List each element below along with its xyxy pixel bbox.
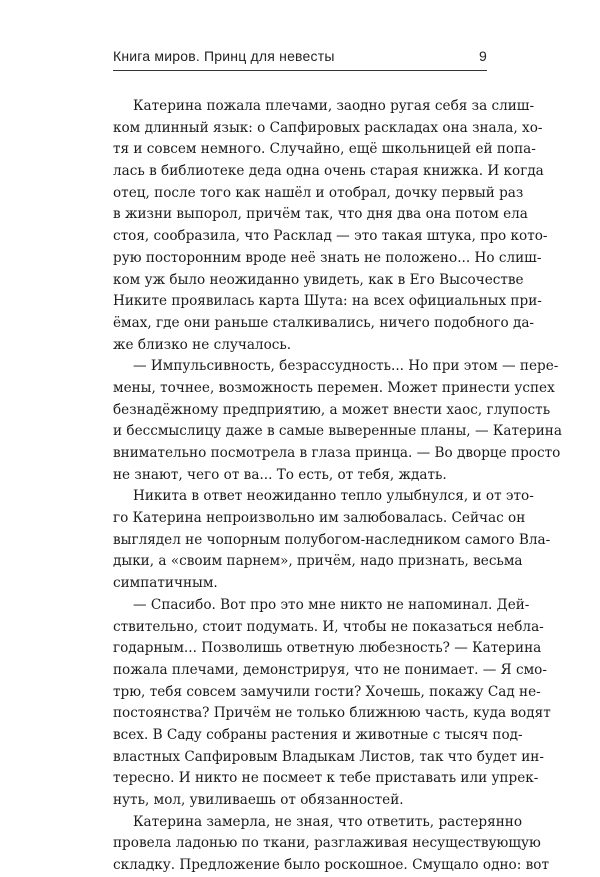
paragraph <box>113 96 548 356</box>
text-line: рую посторонним вроде неё знать не положено... Но слиш- <box>113 249 542 266</box>
paragraph <box>113 595 551 812</box>
paragraph <box>113 486 551 594</box>
text-line: стоя, сообразила, что Расклад — это такая штука, про кото- <box>113 228 548 245</box>
text-line: и бессмыслицу даже в самые выверенные планы, — Катерина <box>113 423 562 440</box>
text-line: в жизни выпорол, причём так, что дня два она потом ела <box>113 206 528 223</box>
text-line: не знают, чего от ва... То есть, от тебя, ждать. <box>113 466 447 483</box>
text-line: ком уж было неожиданно увидеть, как в Его Высочестве <box>113 271 524 288</box>
text-line: — Спасибо. Вот про это мне никто не напоминал. Дей- <box>133 596 530 613</box>
text-line: Никите проявилась карта Шута: на всех официальных при- <box>113 293 542 310</box>
text-line: же близко не случалось. <box>113 336 292 353</box>
text-line: мены, точнее, возможность перемен. Может принести успех <box>113 379 555 396</box>
text-line: — Импульсивность, безрассудность... Но при этом — пере- <box>133 358 559 375</box>
text-line: дыки, а «своим парнем», причём, надо признать, весьма <box>113 553 523 570</box>
text-line: складку. Предложение было роскошное. Смущало одно: вот <box>113 857 549 874</box>
text-line: выглядел не чопорным полубогом-наследником самого Вла- <box>113 531 551 548</box>
text-line: постоянства? Причём не только ближнюю часть, куда водят <box>113 705 551 722</box>
text-line: тя и совсем немного. Случайно, ещё школьницей ей попа- <box>113 141 536 158</box>
header-rule <box>113 70 487 71</box>
text-line: ком длинный язык: о Сапфировых раскладах она знала, хо- <box>113 119 543 136</box>
text-line: тересно. И никто не посмеет к тебе приставать или упрек- <box>113 770 539 787</box>
text-line: ёмах, где они раньше сталкивались, ничего подобного да- <box>113 314 535 331</box>
running-title: Книга миров. Принц для невесты <box>113 48 335 64</box>
text-line: лась в библиотеке деда одна очень старая книжка. И когда <box>113 163 544 180</box>
paragraph <box>113 356 562 486</box>
body-text <box>113 96 562 877</box>
text-line: Никита в ответ неожиданно тепло улыбнулся, и от это- <box>133 488 534 505</box>
text-line: всех. В Саду собраны растения и животные с тысяч под- <box>113 726 523 743</box>
running-head <box>113 45 487 67</box>
text-line: Катерина замерла, не зная, что ответить, растерянно <box>133 813 523 830</box>
text-line: провела ладонью по ткани, разглаживая несуществующую <box>113 835 541 852</box>
paragraph <box>113 812 549 877</box>
text-line: властных Сапфировым Владыкам Листов, так что будет ин- <box>113 748 544 765</box>
page-number: 9 <box>479 48 487 64</box>
text-line: трю, тебя совсем замучили гости? Хочешь, покажу Сад не- <box>113 683 541 700</box>
text-line: внимательно посмотрела в глаза принца. — Во дворце просто <box>113 445 561 461</box>
text-line: отец, после того как нашёл и отобрал, дочку первый раз <box>113 184 524 201</box>
text-line: нуть, мол, увиливаешь от обязанностей. <box>113 792 404 808</box>
text-line: годарным... Позволишь ответную любезность? — Катерина <box>113 640 542 657</box>
text-line: симпатичным. <box>113 575 218 592</box>
text-line: ствительно, стоит подумать. И, чтобы не показаться небла- <box>113 618 544 635</box>
text-line: го Катерина непроизвольно им залюбовалась. Сейчас он <box>113 510 526 527</box>
text-line: безнадёжному предприятию, а может внести хаос, глупость <box>113 401 551 418</box>
text-line: Катерина пожала плечами, заодно ругая себя за слиш- <box>133 98 535 114</box>
text-line: пожала плечами, демонстрируя, что не понимает. — Я смо- <box>113 661 547 678</box>
